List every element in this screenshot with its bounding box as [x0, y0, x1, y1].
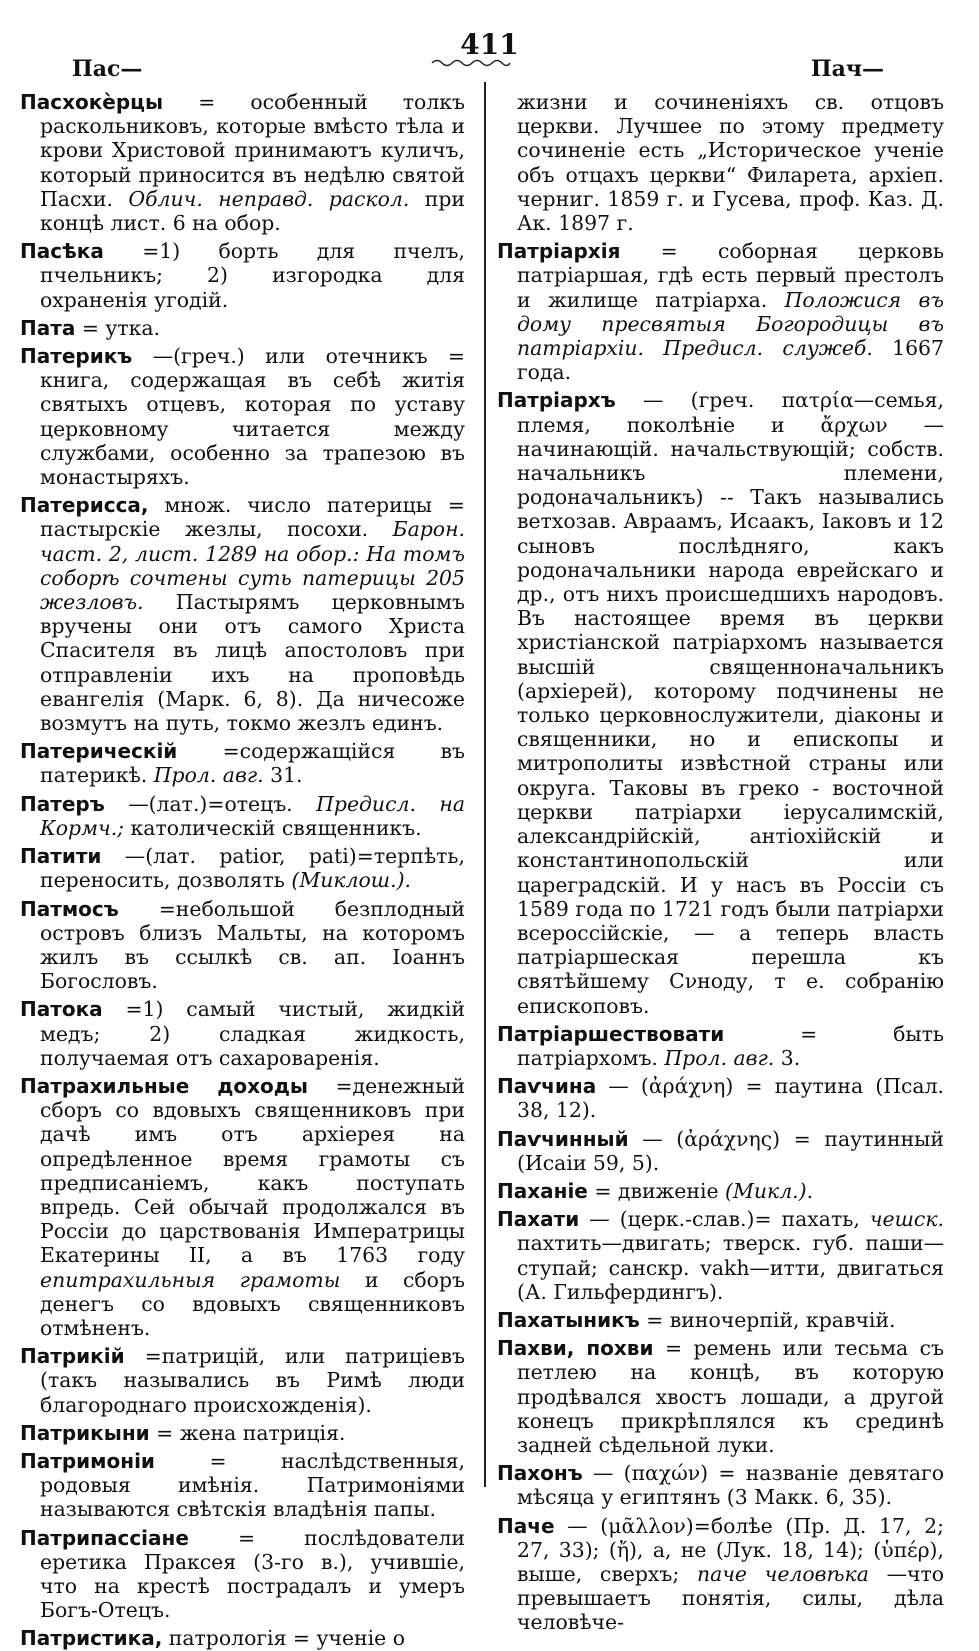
entry-citation: Облич. неправд. раскол.	[128, 186, 410, 211]
entry-definition: =небольшой безплодный островъ близъ Мальты, на которомъ жилъ въ ссылкѣ св. ап. Іоаннъ Богословъ.	[40, 896, 466, 994]
entry-headword: Патристика,	[20, 1626, 163, 1651]
entry-definition: множ. число патерицы = пастырскіе жезлы, посохи.	[40, 493, 465, 542]
dictionary-entry	[497, 239, 944, 384]
entry-definition: = виночерпій, кравчій.	[646, 1307, 896, 1332]
entry-citation: паче человѣка	[696, 1561, 869, 1586]
entry-definition: = быть патріархомъ.	[517, 1021, 944, 1070]
entry-citation: чешск.	[869, 1207, 945, 1232]
entry-definition: — (греч. πατρία—семья, племя, поколѣніе и ἄρχων — начинающій. начальствующій; собств. начальникъ племени, родоначальникъ) -- Такъ назывались ветхозав. Авраамъ, Исаакъ, Іаковъ и 12 сыновъ послѣдняго, какъ родоначальники народа еврейскаго и др., отъ нихъ происшедшихъ народовъ. Въ настоящее время въ церкви христіанской патріархомъ называется высшій священноначальникъ (архіерей), которому подчинены не только церковнослужители, діаконы и священники, но и епископы и митрополиты извѣстной страны или округа. Таковы въ греко - восточной церкви патріархи іерусалимскій, александрійскій, антіохійскій и константинопольскій или цареградскій. И у насъ въ Россіи съ 1589 года по 1721 годъ были патріархи всероссійскіе, — а теперь власть патріаршеская перешла къ святѣйшему Сνноду, т е. собранію епископовъ.	[517, 388, 944, 1018]
entry-continuation: 3.	[780, 1045, 801, 1070]
dictionary-entry	[497, 388, 944, 1017]
right-column	[497, 90, 945, 1635]
entry-headword: Паче	[497, 1513, 555, 1538]
dictionary-entry	[497, 1074, 944, 1122]
dictionary-entry	[20, 1344, 465, 1417]
dictionary-entry	[497, 1514, 944, 1635]
entry-citation: Барон. част. 2, лист. 1289 на обор.: На томъ соборѣ сочтены суть патерицы 205 жезловъ.	[40, 517, 465, 615]
entry-definition: =1) самый чистый, жидкій медъ; 2) сладкая жидкость, получаемая отъ сахароваренія.	[40, 997, 466, 1070]
entry-headword: Пахонъ	[497, 1461, 583, 1486]
entry-headword: Пасхокѐрцы	[20, 90, 164, 114]
dictionary-entry	[497, 1308, 944, 1332]
dictionary-entry	[497, 1461, 944, 1509]
page-header	[0, 0, 979, 80]
entry-definition: = жена патриція.	[156, 1420, 346, 1445]
entry-continuation: Пастырямъ церковнымъ вручены они отъ самого Христа Спасителя въ лицѣ апостоловъ при отправленіи ихъ на проповѣдь евангелія (Марк. 6, 8). Да ничесоже возмутъ на путь, токмо жезлъ единъ.	[40, 590, 465, 736]
entry-continuation: при концѣ лист. 6 на обор.	[40, 186, 466, 236]
entry-headword: Паѵчина	[497, 1074, 597, 1099]
entry-definition: — (ἀράχνης) = паутинный (Исаіи 59, 5).	[517, 1126, 944, 1175]
entry-definition: = послѣдователи еретика Праксея (3-го в.), учившіе, что на крестѣ пострадалъ и умеръ Богъ-Отецъ.	[40, 1525, 465, 1623]
entry-definition: = особенный толкъ раскольниковъ, которые вмѣсто тѣла и крови Христовой принимаютъ куличъ, который приносится въ недѣлю святой Пасхи.	[40, 90, 466, 211]
dictionary-entry	[20, 239, 465, 312]
dictionary-entry	[20, 1074, 465, 1340]
dictionary-entry	[20, 344, 465, 489]
entry-headword: Патріаршествовати	[497, 1021, 725, 1046]
column-divider	[484, 82, 486, 1487]
entry-citation: Предисл. на Кормч.;	[40, 791, 465, 840]
entry-headword: Патріархъ	[497, 388, 616, 413]
entry-definition: = ремень или тесьма съ петлею на концѣ, въ которую продѣвался хвостъ лошади, а другой конецъ прикрѣплялся къ срединѣ задней сѣдельной луки.	[517, 1336, 944, 1457]
entry-continuation: и сборъ денегъ со вдовыхъ священниковъ отмѣненъ.	[40, 1267, 465, 1340]
dictionary-entry	[20, 1421, 465, 1445]
entry-headword: Пахатыникъ	[497, 1307, 640, 1332]
entry-definition: = движеніе	[594, 1178, 719, 1203]
dictionary-entry	[20, 316, 465, 340]
entry-citation: епитрахильныя грамоты	[40, 1267, 341, 1292]
dictionary-entry	[20, 90, 465, 235]
entry-citation: Положися въ дому пресвятыя Богородицы въ патріархіи. Предисл. служеб.	[517, 287, 944, 361]
entry-citation: Прол. авг.	[153, 763, 264, 788]
entry-headword: Пата	[20, 315, 76, 340]
dictionary-entry	[497, 1179, 944, 1203]
entry-headword: Патрипассіане	[20, 1525, 189, 1550]
entry-continuation: 31.	[270, 763, 303, 788]
entry-citation: Прол. авг.	[664, 1045, 775, 1070]
entry-definition: =содержащійся въ патерикѣ.	[40, 739, 465, 788]
dictionary-entry	[20, 792, 465, 840]
entry-headword: Патрахильные доходы	[20, 1073, 309, 1098]
entry-definition: = наслѣдственныя, родовыя имѣнія. Патримоніями называются свѣтскія владѣнія папы.	[40, 1448, 465, 1522]
dictionary-entry	[20, 1526, 465, 1623]
entry-headword: Пахви, похви	[497, 1336, 654, 1361]
entry-headword: Патока	[20, 997, 103, 1022]
entry-headword: Патрикыни	[20, 1420, 150, 1445]
entry-definition: — (παχών) = названіе девятаго мѣсяца у египтянъ (3 Макк. 6, 35).	[517, 1461, 944, 1510]
entry-headword: Пахати	[497, 1207, 580, 1232]
entry-headword: Пасѣка	[20, 239, 104, 264]
dictionary-entry	[20, 493, 465, 735]
dictionary-entry	[497, 1127, 944, 1175]
entry-definition: —(греч.) или отечникъ = книга, содержащая въ себѣ житія святыхъ отцевъ, которая по уставу церковному читается между службами, особенно за трапезою въ монастыряхъ.	[40, 344, 466, 490]
left-running-head: Пас—	[72, 56, 143, 82]
dictionary-entry	[497, 1336, 944, 1457]
entry-definition: патрологія = ученіе о	[168, 1626, 405, 1651]
dictionary-entry	[497, 1022, 944, 1070]
entry-definition: =1) борть для пчелъ, пчельникъ; 2) изгородка для охраненія угодій.	[40, 239, 465, 312]
entry-headword: Патріархія	[497, 239, 621, 264]
entry-headword: Патерисса,	[20, 493, 149, 518]
entry-continuation: —что превышаетъ понятія, силы, дѣла человѣче-	[517, 1561, 945, 1635]
entry-definition: =денежный сборъ со вдовыхъ священниковъ при дачѣ имъ отъ архіерея на опредѣленное время грамоты съ предписаніемъ, какъ поступать впредь. Сей обычай продолжался въ Россіи до царствованія Императрицы Екатерины II, а въ 1763 году	[40, 1073, 465, 1268]
dictionary-entry	[20, 997, 465, 1070]
entry-headword: Патрикій	[20, 1344, 125, 1369]
entry-headword: Патити	[20, 844, 102, 869]
entry-definition: = утка.	[81, 315, 161, 340]
dictionary-entry	[497, 1207, 944, 1304]
entry-citation: (Микл.).	[725, 1178, 814, 1203]
entry-definition: — (μᾶλλον)=болѣе (Пр. Д. 17, 2; 27, 33); (ἤ), а, не (Лук. 18, 14); (ὑπέρ), выше, сверхъ;	[517, 1513, 944, 1586]
entry-continuation: 1667 года.	[517, 336, 944, 385]
page-number: 411	[460, 28, 519, 61]
entry-headword: Патеръ	[20, 791, 105, 816]
dictionary-entry	[20, 739, 465, 787]
entry-definition: — (ἀράχνη) = паутина (Псал. 38, 12).	[517, 1074, 945, 1123]
dictionary-entry	[20, 1626, 465, 1650]
dictionary-entry	[20, 844, 465, 892]
wavy-ornament-icon	[430, 58, 512, 68]
entry-definition: —(лат.)=отецъ.	[128, 791, 293, 816]
entry-definition: жизни и сочиненіяхъ св. отцовъ церкви. Лучшее по этому предмету сочиненіе есть „Историческое ученіе объ отцахъ церкви“ Филарета, архіеп. черниг. 1859 г. и Гусева, проф. Каз. Д. Ак. 1897 г.	[517, 90, 944, 236]
entry-definition: = соборная церковь патріаршая, гдѣ есть первый престолъ и жилище патріарха.	[517, 239, 944, 312]
entry-headword: Патмосъ	[20, 896, 119, 921]
right-running-head: Пач—	[810, 56, 884, 82]
entry-headword: Патерическій	[20, 739, 178, 764]
entry-headword: Патримоніи	[20, 1448, 155, 1473]
entry-citation: (Миклош.).	[291, 868, 412, 893]
dictionary-entry	[497, 90, 944, 235]
entry-definition: — (церк.-слав.)= пахать,	[589, 1207, 860, 1232]
left-column	[20, 90, 466, 1651]
entry-continuation: пахтить—двигать; тверск. губ. паши—ступай; санскр. vakh—итти, двигаться (А. Гильфердингъ).	[517, 1231, 944, 1304]
entry-headword: Паханіе	[497, 1178, 588, 1203]
entry-continuation: католическій священникъ.	[130, 815, 422, 840]
entry-definition: =патрицій, или патриціевъ (такъ назывались въ Римѣ люди благороднаго происхожденія).	[40, 1344, 466, 1417]
entry-headword: Паѵчинный	[497, 1126, 629, 1151]
dictionary-entry	[20, 897, 465, 994]
entry-definition: —(лат. patior, pati)=терпѣть, переносить, дозволять	[40, 844, 465, 893]
entry-headword: Патерикъ	[20, 344, 133, 369]
dictionary-entry	[20, 1449, 465, 1522]
